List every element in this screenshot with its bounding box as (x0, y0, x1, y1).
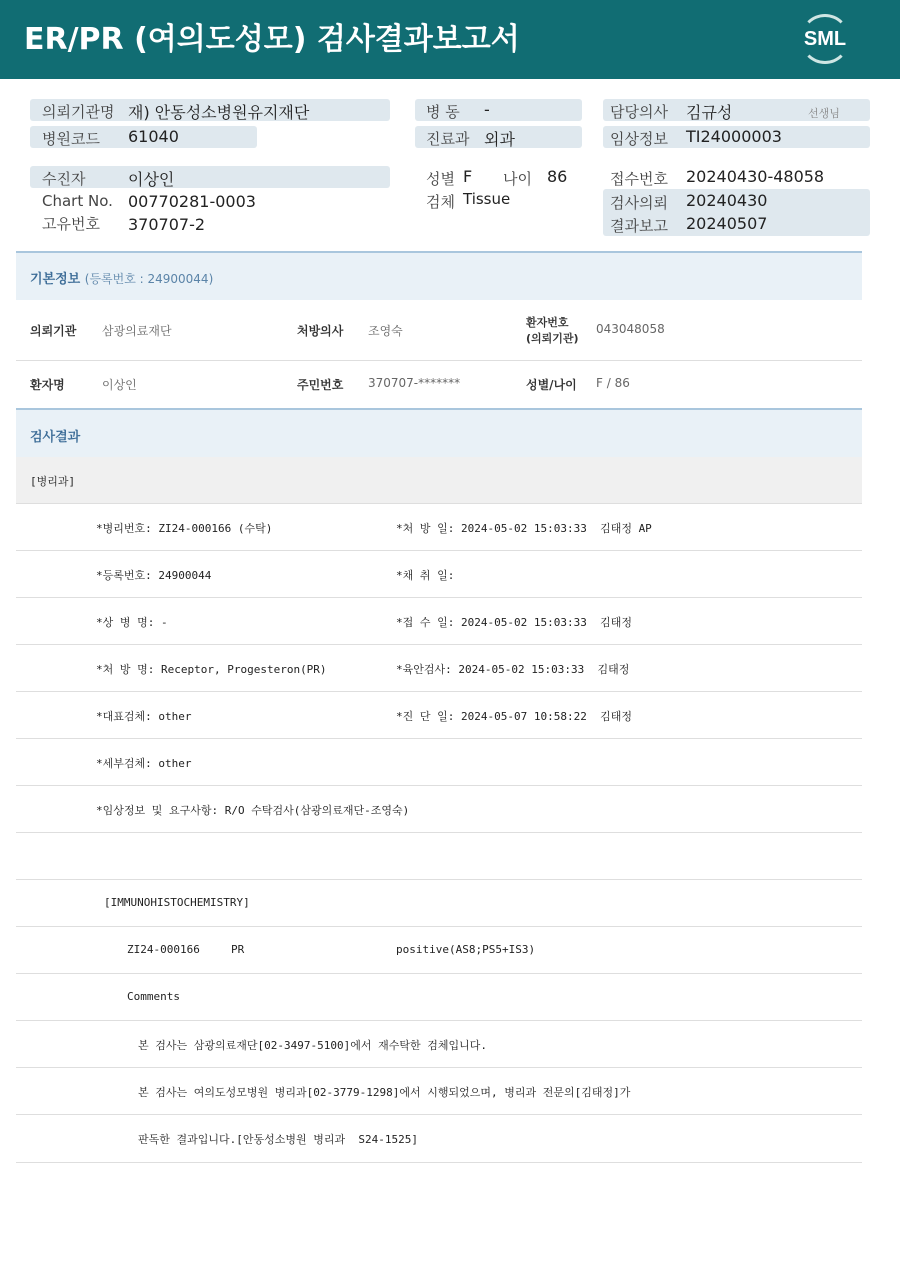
ward-value: - (484, 100, 490, 119)
basic-info-header (16, 251, 862, 300)
presc-label: 처방의사 (297, 324, 344, 338)
result-line-left: *처 방 명: Receptor, Progesteron(PR) (96, 663, 327, 676)
rrn-value: 370707-******* (368, 376, 461, 390)
hospital-code-value: 61040 (128, 127, 179, 146)
pno-value: 043048058 (596, 322, 665, 336)
dept-label: 진료과 (426, 130, 470, 148)
result-line-left: *세부검체: other (96, 757, 192, 770)
pno-label-1: 환자번호 (526, 316, 569, 329)
report-header-bar (0, 0, 900, 79)
comment-row (16, 1068, 862, 1115)
result-line-right: *처 방 일: 2024-05-02 15:03:33 김태정 AP (396, 522, 652, 535)
patient-label: 수진자 (42, 170, 86, 188)
institution-label: 의뢰기관명 (42, 103, 115, 121)
ihc-id: ZI24-000166 (127, 943, 200, 956)
presc-value: 조영숙 (368, 324, 403, 338)
age-value: 86 (547, 167, 568, 186)
age-label: 나이 (503, 170, 532, 188)
doctor-value: 김규성 (686, 103, 733, 122)
logo-text: SML (803, 28, 847, 50)
comment-text: 본 검사는 삼광의료재단[02-3497-5100]에서 재수탁한 검체입니다. (138, 1039, 487, 1052)
comments-label: Comments (127, 990, 180, 1003)
inst-label: 의뢰기관 (30, 324, 77, 338)
sexage-value: F / 86 (596, 376, 630, 390)
doctor-label: 담당의사 (610, 103, 668, 121)
result-line (16, 739, 862, 786)
clinical-value: TI24000003 (686, 127, 782, 146)
comment-row (16, 1115, 862, 1163)
specimen-label: 검체 (426, 193, 455, 211)
dept-tag-row (16, 457, 862, 504)
ward-label: 병 동 (426, 103, 460, 121)
pno-label-2: (의뢰기관) (526, 332, 579, 345)
comment-row (16, 1021, 862, 1068)
receipt-value: 20240430-48058 (686, 167, 825, 186)
ihc-result: positive(AS8;PS5+IS3) (396, 943, 536, 956)
inst-value: 삼광의료재단 (102, 324, 172, 338)
unique-label: 고유번호 (42, 215, 100, 233)
ihc-result-row (16, 927, 862, 974)
report-value: 20240507 (686, 214, 768, 233)
result-header (16, 408, 862, 457)
specimen-value: Tissue (463, 190, 511, 208)
institution-value: 재) 안동성소병원유지재단 (128, 103, 310, 122)
ihc-title-row (16, 880, 862, 927)
comments-label-row (16, 974, 862, 1021)
report-title: ER/PR (여의도성모) 검사결과보고서 (24, 22, 520, 57)
rrn-label: 주민번호 (297, 378, 344, 392)
chart-label: Chart No. (42, 192, 113, 210)
result-title: 검사결과 (30, 430, 81, 445)
dept-tag: [병리과] (30, 475, 76, 488)
result-line-right: *채 취 일: (396, 569, 455, 582)
request-value: 20240430 (686, 191, 768, 210)
chart-value: 00770281-0003 (128, 192, 256, 211)
sml-logo (796, 12, 854, 68)
basic-info-row-1 (16, 300, 862, 361)
basic-info-title: 기본정보 (등록번호 : 24900044) (30, 272, 214, 287)
sexage-label: 성별/나이 (526, 378, 577, 392)
result-line-right: *접 수 일: 2024-05-02 15:03:33 김태정 (396, 616, 632, 629)
basic-info-row-2 (16, 361, 862, 408)
result-line-left: *등록번호: 24900044 (96, 569, 212, 582)
comment-text: 판독한 결과입니다.[안동성소병원 병리과 S24-1525] (138, 1133, 418, 1146)
empty-row (16, 833, 862, 880)
report-label: 결과보고 (610, 217, 668, 235)
sex-value: F (463, 167, 473, 186)
name-value: 이상인 (102, 378, 137, 392)
name-label: 환자명 (30, 378, 65, 392)
ihc-marker: PR (231, 943, 245, 956)
hospital-code-label: 병원코드 (42, 130, 100, 148)
receipt-label: 접수번호 (610, 170, 668, 188)
result-line (16, 786, 862, 833)
clinical-label: 임상정보 (610, 130, 668, 148)
result-line (16, 692, 862, 739)
unique-value: 370707-2 (128, 215, 206, 234)
comment-text: 본 검사는 여의도성모병원 병리과[02-3779-1298]에서 시행되었으며, 병리과 전문의[김태정]가 (138, 1086, 631, 1099)
result-line-left: *임상정보 및 요구사항: R/O 수탁검사(삼광의료재단-조영숙) (96, 804, 410, 817)
dept-value: 외과 (484, 130, 515, 149)
result-line-right: *육안검사: 2024-05-02 15:03:33 김태정 (396, 663, 630, 676)
result-line (16, 645, 862, 692)
result-line-left: *병리번호: ZI24-000166 (수탁) (96, 522, 273, 535)
patient-value: 이상인 (128, 170, 175, 189)
ihc-title: [IMMUNOHISTOCHEMISTRY] (104, 896, 250, 909)
request-label: 검사의뢰 (610, 194, 668, 212)
result-line-right: *진 단 일: 2024-05-07 10:58:22 김태정 (396, 710, 632, 723)
result-line (16, 598, 862, 645)
result-line-left: *대표검체: other (96, 710, 192, 723)
result-line (16, 551, 862, 598)
result-line-left: *상 병 명: - (96, 616, 168, 629)
doctor-suffix: 선생님 (808, 107, 840, 120)
sex-label: 성별 (426, 170, 455, 188)
result-line (16, 504, 862, 551)
